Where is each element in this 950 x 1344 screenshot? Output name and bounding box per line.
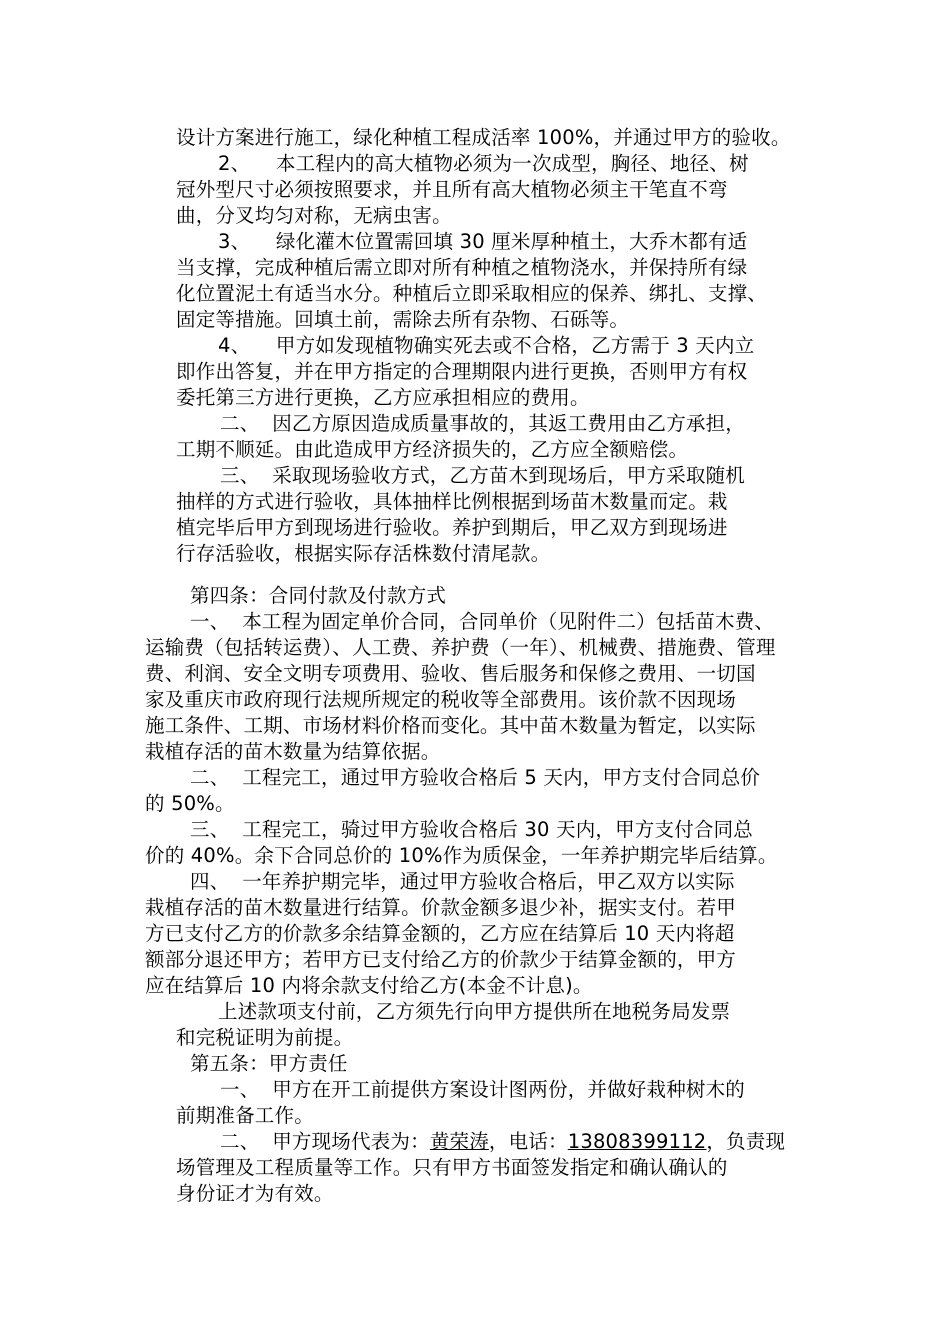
text-line: 施工条件、工期、市场材料价格而变化。其中苗木数量为暂定，以实际 <box>145 714 756 737</box>
section-heading: 第五条：甲方责任 <box>190 1052 348 1075</box>
text-line: 设计方案进行施工，绿化种植工程成活率 100%，并通过甲方的验收。 <box>176 126 791 149</box>
text-line: 一、 甲方在开工前提供方案设计图两份，并做好栽种树木的 <box>220 1078 745 1101</box>
text-line: 前期准备工作。 <box>176 1104 314 1127</box>
text-line: 二、 因乙方原因造成质量事故的，其返工费用由乙方承担， <box>220 412 745 435</box>
rep-mid: ，电话： <box>488 1130 568 1153</box>
text-line: 额部分退还甲方；若甲方已支付给乙方的价款少于结算金额的，甲方 <box>145 948 737 971</box>
text-line: 运输费（包括转运费）、人工费、养护费（一年）、机械费、措施费、管理 <box>145 636 776 659</box>
text-line: 三、 采取现场验收方式，乙方苗木到现场后，甲方采取随机 <box>220 464 745 487</box>
text-line: 的 50%。 <box>145 792 235 815</box>
text-line: 委托第三方进行更换，乙方应承担相应的费用。 <box>176 386 590 409</box>
text-line: 价的 40%。余下合同总价的 10%作为质保金，一年养护期完毕后结算。 <box>145 844 778 867</box>
text-line: 身份证才为有效。 <box>176 1182 334 1205</box>
text-line: 4、 甲方如发现植物确实死去或不合格，乙方需于 3 天内立 <box>218 334 755 357</box>
text-line: 植完毕后甲方到现场进行验收。养护到期后，甲乙双方到现场进 <box>176 516 728 539</box>
text-line: 抽样的方式进行验收，具体抽样比例根据到场苗木数量而定。栽 <box>176 490 728 513</box>
text-line: 费、利润、安全文明专项费用、验收、售后服务和保修之费用、一切国 <box>145 662 756 685</box>
representative-name: 黄荣涛 <box>429 1130 489 1153</box>
text-line: 家及重庆市政府现行法规所规定的税收等全部费用。该价款不因现场 <box>145 688 737 711</box>
text-line: 工期不顺延。由此造成甲方经济损失的，乙方应全额赔偿。 <box>176 438 689 461</box>
text-line: 3、 绿化灌木位置需回填 30 厘米厚种植土，大乔木都有适 <box>218 230 748 253</box>
representative-phone: 13808399112 <box>567 1130 707 1153</box>
text-line: 化位置泥土有适当水分。种植后立即采取相应的保养、绑扎、支撑、 <box>176 282 768 305</box>
text-line: 栽植存活的苗木数量进行结算。价款金额多退少补，据实支付。若甲 <box>145 896 737 919</box>
text-line: 一、 本工程为固定单价合同，合同单价（见附件二）包括苗木费、 <box>190 610 775 633</box>
text-line: 二、 工程完工，通过甲方验收合格后 5 天内，甲方支付合同总价 <box>190 766 761 789</box>
text-line: 上述款项支付前，乙方须先行向甲方提供所在地税务局发票 <box>218 1000 731 1023</box>
text-line: 固定等措施。回填土前，需除去所有杂物、石砾等。 <box>176 308 630 331</box>
text-line: 场管理及工程质量等工作。只有甲方书面签发指定和确认确认的 <box>176 1156 728 1179</box>
rep-suffix: ，负责现 <box>706 1130 786 1153</box>
text-line: 曲，分叉均匀对称，无病虫害。 <box>176 204 452 227</box>
text-line: 栽植存活的苗木数量为结算依据。 <box>145 740 441 763</box>
text-line: 四、 一年养护期完毕，通过甲方验收合格后，甲乙双方以实际 <box>190 870 735 893</box>
text-line: 方已支付乙方的价款多余结算金额的，乙方应在结算后 10 天内将超 <box>145 922 735 945</box>
text-line: 和完税证明为前提。 <box>176 1026 354 1049</box>
text-line: 当支撑，完成种植后需立即对所有种植之植物浇水，并保持所有绿 <box>176 256 748 279</box>
rep-prefix: 二、 甲方现场代表为： <box>220 1130 430 1153</box>
text-line: 即作出答复，并在甲方指定的合理期限内进行更换，否则甲方有权 <box>176 360 748 383</box>
text-line: 冠外型尺寸必须按照要求，并且所有高大植物必须主干笔直不弯 <box>176 178 728 201</box>
text-line: 行存活验收，根据实际存活株数付清尾款。 <box>176 542 551 565</box>
text-line: 应在结算后 10 内将余款支付给乙方(本金不计息)。 <box>145 974 593 997</box>
text-line: 2、 本工程内的高大植物必须为一次成型，胸径、地径、树 <box>218 152 749 175</box>
section-heading: 第四条：合同付款及付款方式 <box>190 584 447 607</box>
text-line: 三、 工程完工，骑过甲方验收合格后 30 天内，甲方支付合同总 <box>190 818 754 841</box>
